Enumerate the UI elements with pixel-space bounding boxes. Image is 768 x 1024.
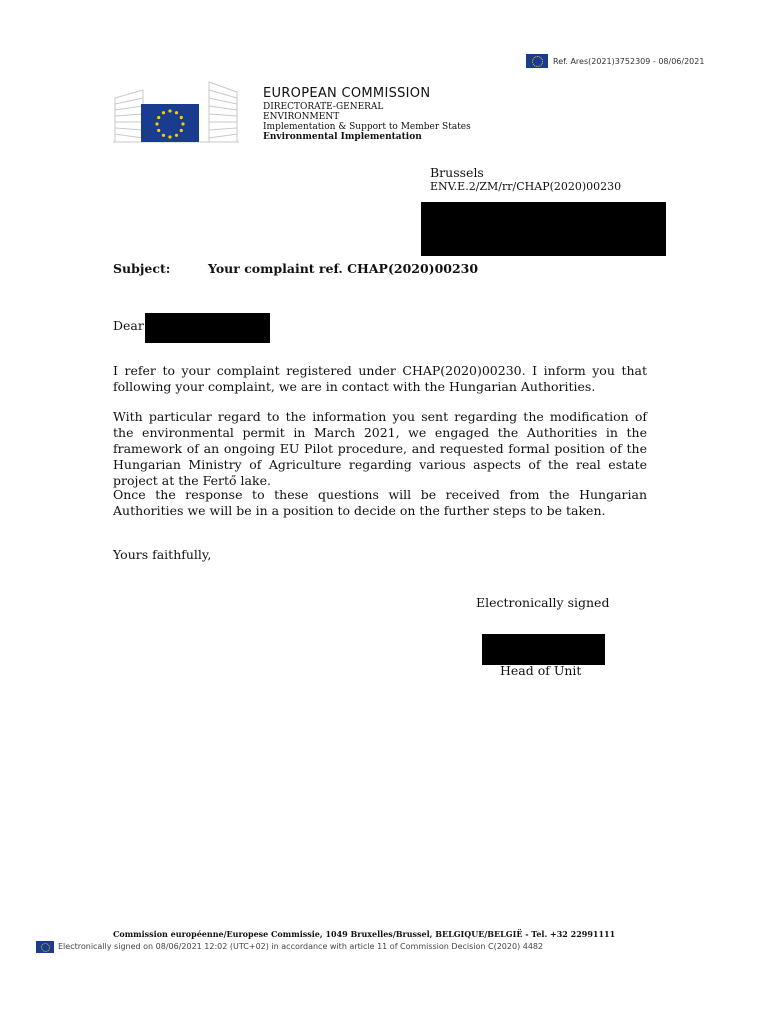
header-line-4: Environmental Implementation: [263, 132, 422, 142]
redacted-address: [421, 202, 666, 256]
subject-label: Subject:: [113, 261, 171, 276]
european-commission-logo: [113, 78, 239, 144]
signatory-title: Head of Unit: [500, 663, 582, 678]
file-reference: ENV.E.2/ZM/rr/CHAP(2020)00230: [430, 180, 622, 193]
place: Brussels: [430, 165, 484, 180]
closing: Yours faithfully,: [113, 547, 212, 562]
paragraph-3: Once the response to these questions will be received from the Hungarian Authorities we will be in a position to decide on the further steps to be taken.: [113, 487, 647, 518]
organisation-name: EUROPEAN COMMISSION: [263, 86, 431, 101]
header-line-1: DIRECTORATE-GENERAL: [263, 102, 384, 112]
header-line-2: ENVIRONMENT: [263, 112, 340, 122]
reference-stamp: Ref. Ares(2021)3752309 - 08/06/2021: [553, 57, 705, 66]
footer-address: Commission européenne/Europese Commissie, 1049 Bruxelles/Brussel, BELGIQUE/BELGIË - Tel. +32 22991111: [113, 929, 616, 939]
electronic-signature-note: Electronically signed on 08/06/2021 12:02 (UTC+02) in accordance with article 11 of Commission Decision C(2020) 4482: [58, 942, 544, 951]
redacted-name: [145, 313, 270, 343]
directorate-general: [263, 102, 471, 142]
subject-text: Your complaint ref. CHAP(2020)00230: [208, 261, 479, 276]
redacted-signatory: [482, 634, 605, 665]
paragraph-2: With particular regard to the information you sent regarding the modification of the environmental permit in March 2021, we engaged the Authorities in the framework of an ongoing EU Pilot procedure, and requested formal position of the Hungarian Ministry of Agriculture regarding various aspects of the real estate project at the Fertő lake.: [113, 409, 647, 488]
signature-note: Electronically signed: [476, 595, 610, 610]
paragraph-1: I refer to your complaint registered under CHAP(2020)00230. I inform you that following your complaint, we are in contact with the Hungarian Authorities.: [113, 363, 647, 394]
eu-flag-footer-icon: [36, 941, 54, 953]
salutation: Dear: [113, 318, 144, 333]
header-line-3: Implementation & Support to Member States: [263, 122, 471, 132]
eu-flag-icon: [526, 54, 548, 68]
